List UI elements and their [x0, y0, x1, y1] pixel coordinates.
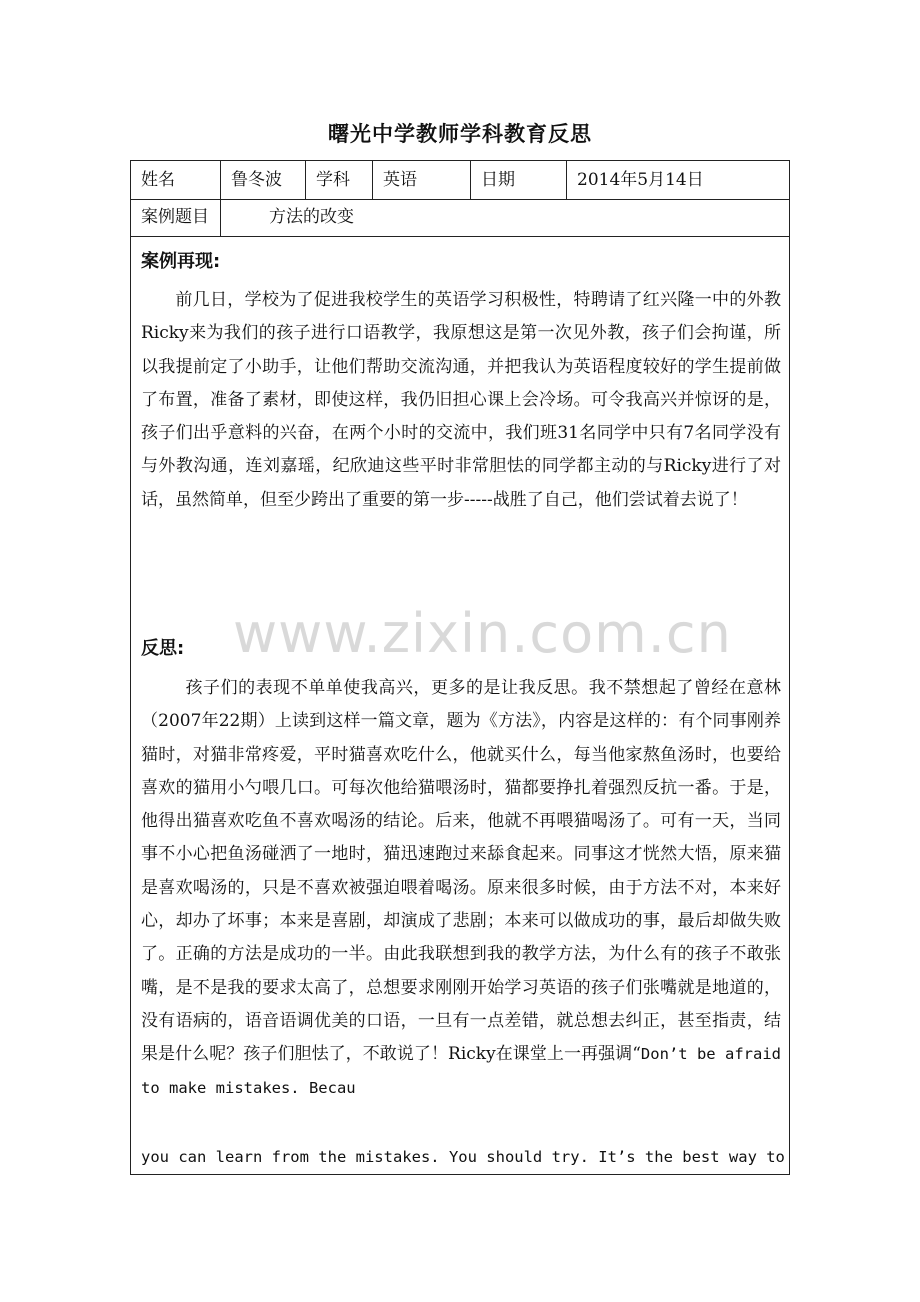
case-title-label: 案例题目: [131, 199, 221, 236]
subject-label: 学科: [306, 161, 373, 199]
reflection-heading: 反思:: [141, 638, 185, 659]
case-paragraph-text: 前几日，学校为了促进我校学生的英语学习积极性，特聘请了红兴隆一中的外教Ricky来为我们的孩子进行口语教学，我原想这是第一次见外教，孩子们会拘谨，所以我提前定了小助手，让他们帮助交流沟通，并把我认为英语程度较好的学生提前做了布置，准备了素材，即使这样，我仍旧担心课上会冷场。可令我高兴并惊讶的是，孩子们出乎意料的兴奋，在两个小时的交流中，我们班31名同学中只有7名同学没有与外教沟通，连刘嘉瑶，纪欣迪这些平时非常胆怯的同学都主动的与Ricky进行了对话，虽然简单，但至少跨出了重要的第一步-----战胜了自己，他们尝试着去说了！: [141, 290, 781, 510]
name-label: 姓名: [131, 161, 221, 199]
date-label: 日期: [471, 161, 567, 199]
info-row: [131, 161, 789, 200]
case-title-value: 方法的改变: [269, 207, 354, 227]
reflection-paragraph-text: 孩子们的表现不单单使我高兴，更多的是让我反思。我不禁想起了曾经在意林（2007年22期）上读到这样一篇文章，题为《方法》，内容是这样的：有个同事刚养猫时，对猫非常疼爱，平时猫喜欢吃什么，他就买什么，每当他家熬鱼汤时，也要给喜欢的猫用小勺喂几口。可每次他给猫喂汤时，猫都要挣扎着强烈反抗一番。于是，他得出猫喜欢吃鱼不喜欢喝汤的结论。后来，他就不再喂猫喝汤了。可有一天，当同事不小心把鱼汤碰洒了一地时，猫迅速跑过来舔食起来。同事这才恍然大悟，原来猫是喜欢喝汤的，只是不喜欢被强迫喂着喝汤。原来很多时候，由于方法不对，本来好心，却办了坏事；本来是喜剧，却演成了悲剧；本来可以做成功的事，最后却做失败了。正确的方法是成功的一半。由此我联想到我的教学方法，为什么有的孩子不敢张嘴，是不是我的要求太高了，总想要求刚刚开始学习英语的孩子们张嘴就是地道的，没有语病的，语音语调优美的口语，一旦有一点差错，就总想去纠正，甚至指责，结果是什么呢？孩子们胆怯了，不敢说了！Ricky在课堂上一再强调“: [141, 678, 781, 1065]
case-paragraph: [141, 284, 781, 517]
case-title-row: [131, 199, 789, 237]
document-title: 曙光中学教师学科教育反思: [328, 122, 592, 146]
name-value: 鲁冬波: [221, 161, 306, 199]
date-value: 2014年5月14日: [577, 170, 704, 190]
subject-value: 英语: [373, 161, 471, 199]
reflection-paragraph: [141, 672, 781, 1105]
watermark: www.zixin.com.cn: [233, 602, 732, 665]
quote-line-2: you can learn from the mistakes. You should try. It’s the best way to: [141, 1148, 785, 1166]
case-heading: 案例再现:: [141, 251, 221, 272]
reflection-form: [130, 160, 790, 1175]
quote-line-1: Don’t be afraid to make mistakes. Becau: [141, 1045, 781, 1097]
